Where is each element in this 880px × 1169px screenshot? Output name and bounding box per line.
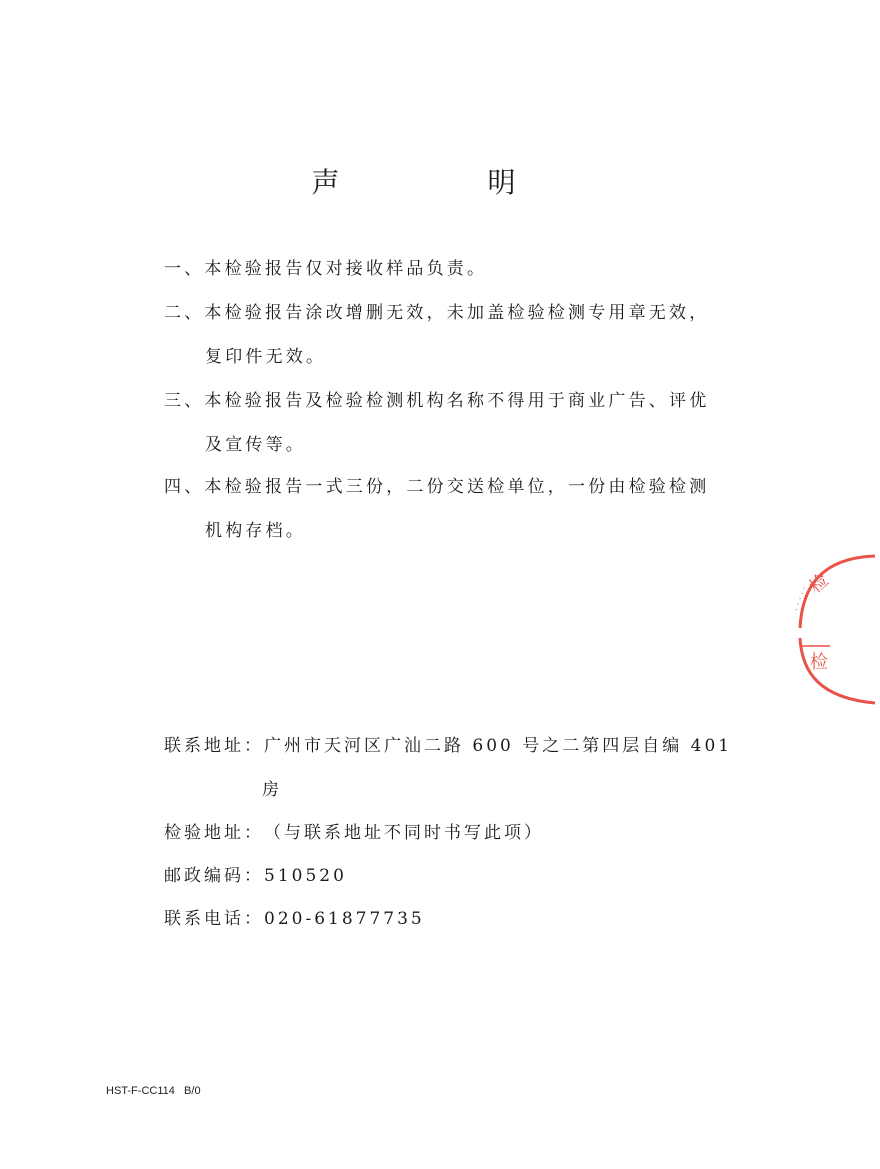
phone-label: 联系电话： [164, 909, 264, 929]
statement-4-line2: 机构存档。 [205, 521, 306, 541]
form-revision: B/0 [184, 1085, 201, 1097]
statement-1 [164, 247, 724, 291]
phone-value: 020-61877735 [264, 909, 425, 929]
contact-address-label: 联系地址： [164, 736, 264, 756]
statement-2-line2: 复印件无效。 [205, 347, 327, 367]
postcode-value: 510520 [264, 866, 347, 886]
statement-1-line1: 一、本检验报告仅对接收样品负责。 [164, 259, 488, 279]
seal-text-1: 检 [805, 569, 833, 598]
test-address-value: （与联系地址不同时书写此项） [264, 823, 544, 843]
statement-3-line1: 三、本检验报告及检验检测机构名称不得用于商业广告、评优 [164, 391, 710, 411]
form-code [106, 1085, 201, 1097]
seal-small-text: · · · · · [792, 585, 811, 613]
test-address [164, 811, 734, 855]
postcode-label: 邮政编码： [164, 866, 264, 886]
statement-3-line2: 及宣传等。 [205, 435, 306, 455]
seal-text-2: 检 [810, 652, 828, 673]
contact-address-value: 广州市天河区广汕二路 600 号之二第四层自编 401 [264, 736, 733, 756]
seal-arc-top [800, 556, 875, 628]
statement-4-line1: 四、本检验报告一式三份，二份交送检单位，一份由检验检测 [164, 477, 710, 497]
statement-4 [164, 465, 724, 553]
official-seal-stamp [790, 548, 880, 708]
statement-3 [164, 379, 724, 467]
form-code-number: HST-F-CC114 [106, 1085, 175, 1097]
postcode [164, 854, 734, 898]
contact-address-value-cont: 房 [262, 780, 282, 800]
statement-2-line1: 二、本检验报告涂改增删无效，未加盖检验检测专用章无效， [164, 303, 710, 323]
test-address-label: 检验地址： [164, 823, 264, 843]
statement-2 [164, 291, 724, 379]
phone [164, 897, 734, 941]
contact-address [164, 724, 734, 812]
page-title: 声 明 [311, 166, 576, 199]
